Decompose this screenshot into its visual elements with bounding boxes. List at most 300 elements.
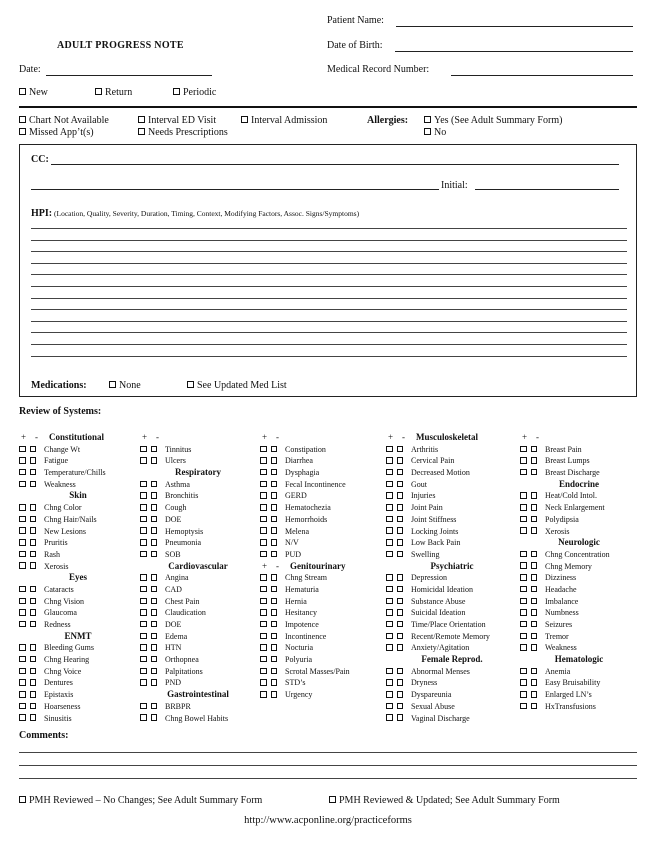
checkbox-icon[interactable] xyxy=(19,539,26,546)
checkbox-icon[interactable] xyxy=(397,446,404,453)
checkbox-icon[interactable] xyxy=(386,668,393,675)
checkbox-icon[interactable] xyxy=(19,644,26,651)
ros-item[interactable] xyxy=(260,596,382,608)
ros-item[interactable] xyxy=(19,549,137,561)
ros-item[interactable] xyxy=(520,502,638,514)
ros-item[interactable] xyxy=(140,526,256,538)
checkbox-icon[interactable] xyxy=(140,703,147,710)
checkbox-icon[interactable] xyxy=(140,539,147,546)
ros-item[interactable] xyxy=(520,701,638,713)
checkbox-icon[interactable] xyxy=(397,457,404,464)
checkbox-icon[interactable] xyxy=(271,551,278,558)
ros-item[interactable] xyxy=(19,537,137,549)
visit-periodic-option[interactable]: Periodic xyxy=(173,87,216,98)
ros-item[interactable] xyxy=(520,490,638,502)
checkbox-icon[interactable] xyxy=(531,703,538,710)
checkbox-icon[interactable] xyxy=(19,469,26,476)
checkbox-icon[interactable] xyxy=(531,574,538,581)
checkbox-icon[interactable] xyxy=(140,598,147,605)
checkbox-icon[interactable] xyxy=(151,492,158,499)
checkbox-icon[interactable] xyxy=(531,621,538,628)
checkbox-icon[interactable] xyxy=(397,539,404,546)
checkbox-icon[interactable] xyxy=(140,457,147,464)
ros-item[interactable] xyxy=(140,455,256,467)
ros-item[interactable] xyxy=(260,537,382,549)
checkbox-icon[interactable] xyxy=(520,633,527,640)
checkbox-icon[interactable] xyxy=(19,691,26,698)
ros-item[interactable] xyxy=(260,502,382,514)
dob-field[interactable] xyxy=(395,51,633,52)
ros-item[interactable] xyxy=(386,444,518,456)
checkbox-icon[interactable] xyxy=(397,481,404,488)
ros-item[interactable] xyxy=(140,701,256,713)
checkbox-icon[interactable] xyxy=(140,586,147,593)
checkbox-icon[interactable] xyxy=(30,598,37,605)
date-field[interactable] xyxy=(46,75,212,76)
checkbox-icon[interactable] xyxy=(260,527,267,534)
checkbox-icon[interactable] xyxy=(140,633,147,640)
ros-item[interactable] xyxy=(386,490,518,502)
checkbox-icon[interactable] xyxy=(386,703,393,710)
ros-item[interactable] xyxy=(386,677,518,689)
ros-item[interactable] xyxy=(386,631,518,643)
ros-item[interactable] xyxy=(140,479,256,491)
hpi-line[interactable] xyxy=(31,263,627,264)
checkbox-icon[interactable] xyxy=(531,679,538,686)
checkbox-icon[interactable] xyxy=(151,504,158,511)
ros-item[interactable] xyxy=(386,537,518,549)
checkbox-icon[interactable] xyxy=(520,516,527,523)
checkbox-icon[interactable] xyxy=(19,562,26,569)
checkbox-icon[interactable] xyxy=(151,714,158,721)
checkbox-icon[interactable] xyxy=(386,457,393,464)
chart-not-available-option[interactable]: Chart Not Available xyxy=(19,115,109,126)
ros-item[interactable] xyxy=(19,526,137,538)
checkbox-icon[interactable] xyxy=(531,691,538,698)
comments-line-3[interactable] xyxy=(19,778,637,779)
checkbox-icon[interactable] xyxy=(30,656,37,663)
checkbox-icon[interactable] xyxy=(386,691,393,698)
hpi-line[interactable] xyxy=(31,344,627,345)
checkbox-icon[interactable] xyxy=(531,504,538,511)
checkbox-icon[interactable] xyxy=(386,551,393,558)
checkbox-icon[interactable] xyxy=(151,539,158,546)
checkbox-icon[interactable] xyxy=(271,446,278,453)
hpi-line[interactable] xyxy=(31,309,627,310)
checkbox-icon[interactable] xyxy=(271,586,278,593)
comments-line-1[interactable] xyxy=(19,752,637,753)
checkbox-icon[interactable] xyxy=(151,621,158,628)
ros-item[interactable] xyxy=(140,619,256,631)
checkbox-icon[interactable] xyxy=(151,527,158,534)
checkbox-icon[interactable] xyxy=(386,633,393,640)
checkbox-icon[interactable] xyxy=(520,492,527,499)
checkbox-icon[interactable] xyxy=(241,116,248,123)
checkbox-icon[interactable] xyxy=(397,621,404,628)
pmh-no-changes-option[interactable]: PMH Reviewed – No Changes; See Adult Summary Form xyxy=(19,795,262,806)
ros-item[interactable] xyxy=(260,642,382,654)
ros-item[interactable] xyxy=(520,596,638,608)
checkbox-icon[interactable] xyxy=(260,656,267,663)
ros-item[interactable] xyxy=(260,479,382,491)
checkbox-icon[interactable] xyxy=(520,668,527,675)
checkbox-icon[interactable] xyxy=(30,469,37,476)
checkbox-icon[interactable] xyxy=(271,539,278,546)
checkbox-icon[interactable] xyxy=(260,481,267,488)
checkbox-icon[interactable] xyxy=(30,481,37,488)
ros-item[interactable] xyxy=(260,619,382,631)
ros-item[interactable] xyxy=(520,607,638,619)
checkbox-icon[interactable] xyxy=(30,586,37,593)
ros-item[interactable] xyxy=(260,666,382,678)
checkbox-icon[interactable] xyxy=(397,586,404,593)
checkbox-icon[interactable] xyxy=(19,609,26,616)
ros-item[interactable] xyxy=(520,572,638,584)
checkbox-icon[interactable] xyxy=(140,668,147,675)
checkbox-icon[interactable] xyxy=(271,492,278,499)
checkbox-icon[interactable] xyxy=(531,446,538,453)
checkbox-icon[interactable] xyxy=(386,598,393,605)
footer-url[interactable]: http://www.acponline.org/practiceforms xyxy=(244,815,412,826)
hpi-line[interactable] xyxy=(31,332,627,333)
ros-item[interactable] xyxy=(260,467,382,479)
ros-item[interactable] xyxy=(140,713,256,725)
checkbox-icon[interactable] xyxy=(520,691,527,698)
med-none-option[interactable]: None xyxy=(109,380,141,391)
mrn-field[interactable] xyxy=(451,75,633,76)
checkbox-icon[interactable] xyxy=(397,703,404,710)
checkbox-icon[interactable] xyxy=(271,504,278,511)
ros-item[interactable] xyxy=(260,654,382,666)
ros-item[interactable] xyxy=(260,584,382,596)
checkbox-icon[interactable] xyxy=(397,691,404,698)
checkbox-icon[interactable] xyxy=(386,609,393,616)
ros-item[interactable] xyxy=(140,549,256,561)
pmh-updated-option[interactable]: PMH Reviewed & Updated; See Adult Summary Form xyxy=(329,795,560,806)
ros-item[interactable] xyxy=(260,549,382,561)
checkbox-icon[interactable] xyxy=(19,116,26,123)
checkbox-icon[interactable] xyxy=(140,527,147,534)
med-updated-option[interactable]: See Updated Med List xyxy=(187,380,287,391)
checkbox-icon[interactable] xyxy=(140,644,147,651)
checkbox-icon[interactable] xyxy=(531,668,538,675)
checkbox-icon[interactable] xyxy=(151,457,158,464)
ros-item[interactable] xyxy=(19,584,137,596)
checkbox-icon[interactable] xyxy=(271,668,278,675)
checkbox-icon[interactable] xyxy=(397,633,404,640)
ros-item[interactable] xyxy=(260,444,382,456)
ros-item[interactable] xyxy=(19,689,137,701)
comments-line-2[interactable] xyxy=(19,765,637,766)
checkbox-icon[interactable] xyxy=(271,609,278,616)
ros-item[interactable] xyxy=(140,572,256,584)
checkbox-icon[interactable] xyxy=(19,656,26,663)
checkbox-icon[interactable] xyxy=(397,714,404,721)
ros-item[interactable] xyxy=(386,584,518,596)
ros-item[interactable] xyxy=(520,467,638,479)
ros-item[interactable] xyxy=(520,444,638,456)
checkbox-icon[interactable] xyxy=(140,516,147,523)
checkbox-icon[interactable] xyxy=(397,469,404,476)
checkbox-icon[interactable] xyxy=(271,691,278,698)
checkbox-icon[interactable] xyxy=(260,586,267,593)
checkbox-icon[interactable] xyxy=(397,551,404,558)
checkbox-icon[interactable] xyxy=(520,644,527,651)
hpi-line[interactable] xyxy=(31,298,627,299)
ros-item[interactable] xyxy=(140,631,256,643)
interval-admission-option[interactable]: Interval Admission xyxy=(241,115,327,126)
ros-item[interactable] xyxy=(520,666,638,678)
checkbox-icon[interactable] xyxy=(260,633,267,640)
checkbox-icon[interactable] xyxy=(140,714,147,721)
checkbox-icon[interactable] xyxy=(30,703,37,710)
checkbox-icon[interactable] xyxy=(520,504,527,511)
checkbox-icon[interactable] xyxy=(531,586,538,593)
ros-item[interactable] xyxy=(140,666,256,678)
checkbox-icon[interactable] xyxy=(30,714,37,721)
checkbox-icon[interactable] xyxy=(151,446,158,453)
checkbox-icon[interactable] xyxy=(386,527,393,534)
checkbox-icon[interactable] xyxy=(30,504,37,511)
checkbox-icon[interactable] xyxy=(151,609,158,616)
ros-item[interactable] xyxy=(386,689,518,701)
ros-item[interactable] xyxy=(140,584,256,596)
ros-item[interactable] xyxy=(386,572,518,584)
ros-item[interactable] xyxy=(19,561,137,573)
ros-item[interactable] xyxy=(386,701,518,713)
ros-item[interactable] xyxy=(140,654,256,666)
checkbox-icon[interactable] xyxy=(109,381,116,388)
ros-item[interactable] xyxy=(260,455,382,467)
checkbox-icon[interactable] xyxy=(271,633,278,640)
checkbox-icon[interactable] xyxy=(19,714,26,721)
checkbox-icon[interactable] xyxy=(386,539,393,546)
checkbox-icon[interactable] xyxy=(30,668,37,675)
ros-item[interactable] xyxy=(19,701,137,713)
checkbox-icon[interactable] xyxy=(19,457,26,464)
checkbox-icon[interactable] xyxy=(140,656,147,663)
ros-item[interactable] xyxy=(520,689,638,701)
checkbox-icon[interactable] xyxy=(271,516,278,523)
checkbox-icon[interactable] xyxy=(151,644,158,651)
visit-return-option[interactable]: Return xyxy=(95,87,132,98)
checkbox-icon[interactable] xyxy=(140,574,147,581)
ros-item[interactable] xyxy=(260,490,382,502)
needs-prescriptions-option[interactable]: Needs Prescriptions xyxy=(138,127,228,138)
checkbox-icon[interactable] xyxy=(520,551,527,558)
checkbox-icon[interactable] xyxy=(531,516,538,523)
ros-item[interactable] xyxy=(140,444,256,456)
interval-ed-visit-option[interactable]: Interval ED Visit xyxy=(138,115,216,126)
checkbox-icon[interactable] xyxy=(329,796,336,803)
ros-item[interactable] xyxy=(140,502,256,514)
checkbox-icon[interactable] xyxy=(260,469,267,476)
ros-item[interactable] xyxy=(140,677,256,689)
checkbox-icon[interactable] xyxy=(151,679,158,686)
checkbox-icon[interactable] xyxy=(531,551,538,558)
checkbox-icon[interactable] xyxy=(531,492,538,499)
ros-item[interactable] xyxy=(260,572,382,584)
checkbox-icon[interactable] xyxy=(520,469,527,476)
checkbox-icon[interactable] xyxy=(271,656,278,663)
ros-item[interactable] xyxy=(140,596,256,608)
checkbox-icon[interactable] xyxy=(520,446,527,453)
checkbox-icon[interactable] xyxy=(19,679,26,686)
checkbox-icon[interactable] xyxy=(520,562,527,569)
checkbox-icon[interactable] xyxy=(520,598,527,605)
checkbox-icon[interactable] xyxy=(531,633,538,640)
checkbox-icon[interactable] xyxy=(140,551,147,558)
checkbox-icon[interactable] xyxy=(260,679,267,686)
checkbox-icon[interactable] xyxy=(386,679,393,686)
checkbox-icon[interactable] xyxy=(19,703,26,710)
checkbox-icon[interactable] xyxy=(151,656,158,663)
checkbox-icon[interactable] xyxy=(397,492,404,499)
checkbox-icon[interactable] xyxy=(260,539,267,546)
checkbox-icon[interactable] xyxy=(260,644,267,651)
ros-item[interactable] xyxy=(260,631,382,643)
ros-item[interactable] xyxy=(520,631,638,643)
ros-item[interactable] xyxy=(520,561,638,573)
checkbox-icon[interactable] xyxy=(271,621,278,628)
initial-field[interactable] xyxy=(475,189,619,190)
ros-item[interactable] xyxy=(386,596,518,608)
checkbox-icon[interactable] xyxy=(19,446,26,453)
checkbox-icon[interactable] xyxy=(19,504,26,511)
checkbox-icon[interactable] xyxy=(397,516,404,523)
ros-item[interactable] xyxy=(140,514,256,526)
checkbox-icon[interactable] xyxy=(260,574,267,581)
checkbox-icon[interactable] xyxy=(260,446,267,453)
ros-item[interactable] xyxy=(19,654,137,666)
hpi-line[interactable] xyxy=(31,240,627,241)
checkbox-icon[interactable] xyxy=(151,598,158,605)
ros-item[interactable] xyxy=(140,607,256,619)
checkbox-icon[interactable] xyxy=(386,504,393,511)
checkbox-icon[interactable] xyxy=(520,703,527,710)
checkbox-icon[interactable] xyxy=(151,668,158,675)
checkbox-icon[interactable] xyxy=(30,562,37,569)
checkbox-icon[interactable] xyxy=(140,446,147,453)
hpi-line[interactable] xyxy=(31,286,627,287)
checkbox-icon[interactable] xyxy=(520,621,527,628)
ros-item[interactable] xyxy=(19,502,137,514)
hpi-line[interactable] xyxy=(31,356,627,357)
ros-item[interactable] xyxy=(386,526,518,538)
ros-item[interactable] xyxy=(386,713,518,725)
ros-item[interactable] xyxy=(520,619,638,631)
checkbox-icon[interactable] xyxy=(19,128,26,135)
checkbox-icon[interactable] xyxy=(271,574,278,581)
checkbox-icon[interactable] xyxy=(271,598,278,605)
checkbox-icon[interactable] xyxy=(397,598,404,605)
checkbox-icon[interactable] xyxy=(520,574,527,581)
checkbox-icon[interactable] xyxy=(19,88,26,95)
checkbox-icon[interactable] xyxy=(531,644,538,651)
checkbox-icon[interactable] xyxy=(520,679,527,686)
checkbox-icon[interactable] xyxy=(151,586,158,593)
checkbox-icon[interactable] xyxy=(386,621,393,628)
checkbox-icon[interactable] xyxy=(140,481,147,488)
ros-item[interactable] xyxy=(386,467,518,479)
checkbox-icon[interactable] xyxy=(271,527,278,534)
checkbox-icon[interactable] xyxy=(140,679,147,686)
checkbox-icon[interactable] xyxy=(151,516,158,523)
checkbox-icon[interactable] xyxy=(531,527,538,534)
ros-item[interactable] xyxy=(19,619,137,631)
missed-appts-option[interactable]: Missed App’t(s) xyxy=(19,127,94,138)
ros-item[interactable] xyxy=(386,607,518,619)
checkbox-icon[interactable] xyxy=(271,469,278,476)
ros-item[interactable] xyxy=(386,549,518,561)
checkbox-icon[interactable] xyxy=(397,574,404,581)
ros-item[interactable] xyxy=(386,502,518,514)
checkbox-icon[interactable] xyxy=(260,668,267,675)
checkbox-icon[interactable] xyxy=(531,598,538,605)
checkbox-icon[interactable] xyxy=(260,504,267,511)
checkbox-icon[interactable] xyxy=(386,586,393,593)
ros-item[interactable] xyxy=(260,689,382,701)
checkbox-icon[interactable] xyxy=(271,644,278,651)
checkbox-icon[interactable] xyxy=(30,691,37,698)
checkbox-icon[interactable] xyxy=(424,116,431,123)
checkbox-icon[interactable] xyxy=(260,609,267,616)
ros-item[interactable] xyxy=(19,596,137,608)
checkbox-icon[interactable] xyxy=(386,481,393,488)
checkbox-icon[interactable] xyxy=(95,88,102,95)
checkbox-icon[interactable] xyxy=(140,504,147,511)
cc-field-line-1[interactable] xyxy=(51,164,619,165)
checkbox-icon[interactable] xyxy=(30,551,37,558)
ros-item[interactable] xyxy=(520,677,638,689)
checkbox-icon[interactable] xyxy=(386,516,393,523)
checkbox-icon[interactable] xyxy=(520,527,527,534)
checkbox-icon[interactable] xyxy=(19,796,26,803)
checkbox-icon[interactable] xyxy=(397,504,404,511)
checkbox-icon[interactable] xyxy=(151,703,158,710)
checkbox-icon[interactable] xyxy=(19,551,26,558)
hpi-line[interactable] xyxy=(31,274,627,275)
ros-item[interactable] xyxy=(260,514,382,526)
checkbox-icon[interactable] xyxy=(30,621,37,628)
ros-item[interactable] xyxy=(19,514,137,526)
allergies-yes-option[interactable]: Yes (See Adult Summary Form) xyxy=(424,115,562,126)
checkbox-icon[interactable] xyxy=(386,574,393,581)
checkbox-icon[interactable] xyxy=(140,609,147,616)
checkbox-icon[interactable] xyxy=(151,551,158,558)
allergies-no-option[interactable]: No xyxy=(424,127,446,138)
ros-item[interactable] xyxy=(260,526,382,538)
checkbox-icon[interactable] xyxy=(30,446,37,453)
ros-item[interactable] xyxy=(386,666,518,678)
ros-item[interactable] xyxy=(19,455,137,467)
checkbox-icon[interactable] xyxy=(397,527,404,534)
checkbox-icon[interactable] xyxy=(30,679,37,686)
ros-item[interactable] xyxy=(140,490,256,502)
checkbox-icon[interactable] xyxy=(260,691,267,698)
checkbox-icon[interactable] xyxy=(386,492,393,499)
checkbox-icon[interactable] xyxy=(30,516,37,523)
checkbox-icon[interactable] xyxy=(173,88,180,95)
checkbox-icon[interactable] xyxy=(397,668,404,675)
checkbox-icon[interactable] xyxy=(531,609,538,616)
ros-item[interactable] xyxy=(19,467,137,479)
checkbox-icon[interactable] xyxy=(19,668,26,675)
checkbox-icon[interactable] xyxy=(260,598,267,605)
hpi-line[interactable] xyxy=(31,321,627,322)
checkbox-icon[interactable] xyxy=(271,679,278,686)
checkbox-icon[interactable] xyxy=(520,586,527,593)
